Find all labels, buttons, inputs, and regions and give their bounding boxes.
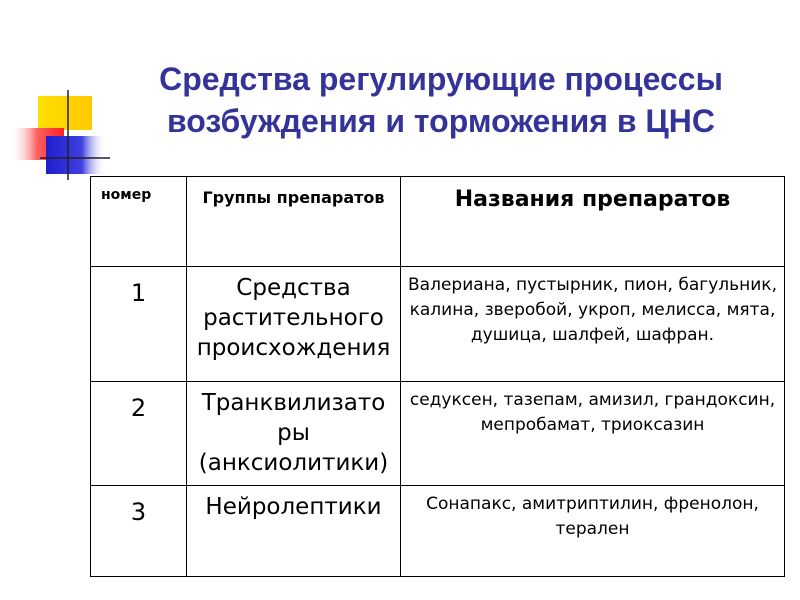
header-number: номер <box>91 177 187 267</box>
deco-yellow-square <box>38 96 92 130</box>
title-line-1: Средства регулирующие процессы <box>159 61 723 97</box>
title-line-2: возбуждения и торможения в ЦНС <box>166 103 715 139</box>
decorative-squares <box>0 0 110 190</box>
drugs-table <box>90 176 785 577</box>
row-drugs: Валериана, пустырник, пион, багульник, калина, зверобой, укроп, мелисса, мята, душица, шалфей, шафран. <box>401 267 785 382</box>
slide-title <box>96 58 786 142</box>
header-groups: Группы препаратов <box>187 177 401 267</box>
row-drugs: седуксен, тазепам, амизил, грандоксин, мепробамат, триоксазин <box>401 382 785 486</box>
row-number: 3 <box>91 486 187 577</box>
row-group: Средства растительного происхождения <box>187 267 401 382</box>
table-row <box>91 382 785 486</box>
row-number: 2 <box>91 382 187 486</box>
drugs-table-container <box>90 176 784 576</box>
table-header-row <box>91 177 785 267</box>
row-drugs: Сонапакс, амитриптилин, френолон, терален <box>401 486 785 577</box>
row-group: Транквилизато ры (анксиолитики) <box>187 382 401 486</box>
table-row <box>91 486 785 577</box>
row-group: Нейролептики <box>187 486 401 577</box>
header-drug-names: Названия препаратов <box>401 177 785 267</box>
row-number: 1 <box>91 267 187 382</box>
table-row <box>91 267 785 382</box>
